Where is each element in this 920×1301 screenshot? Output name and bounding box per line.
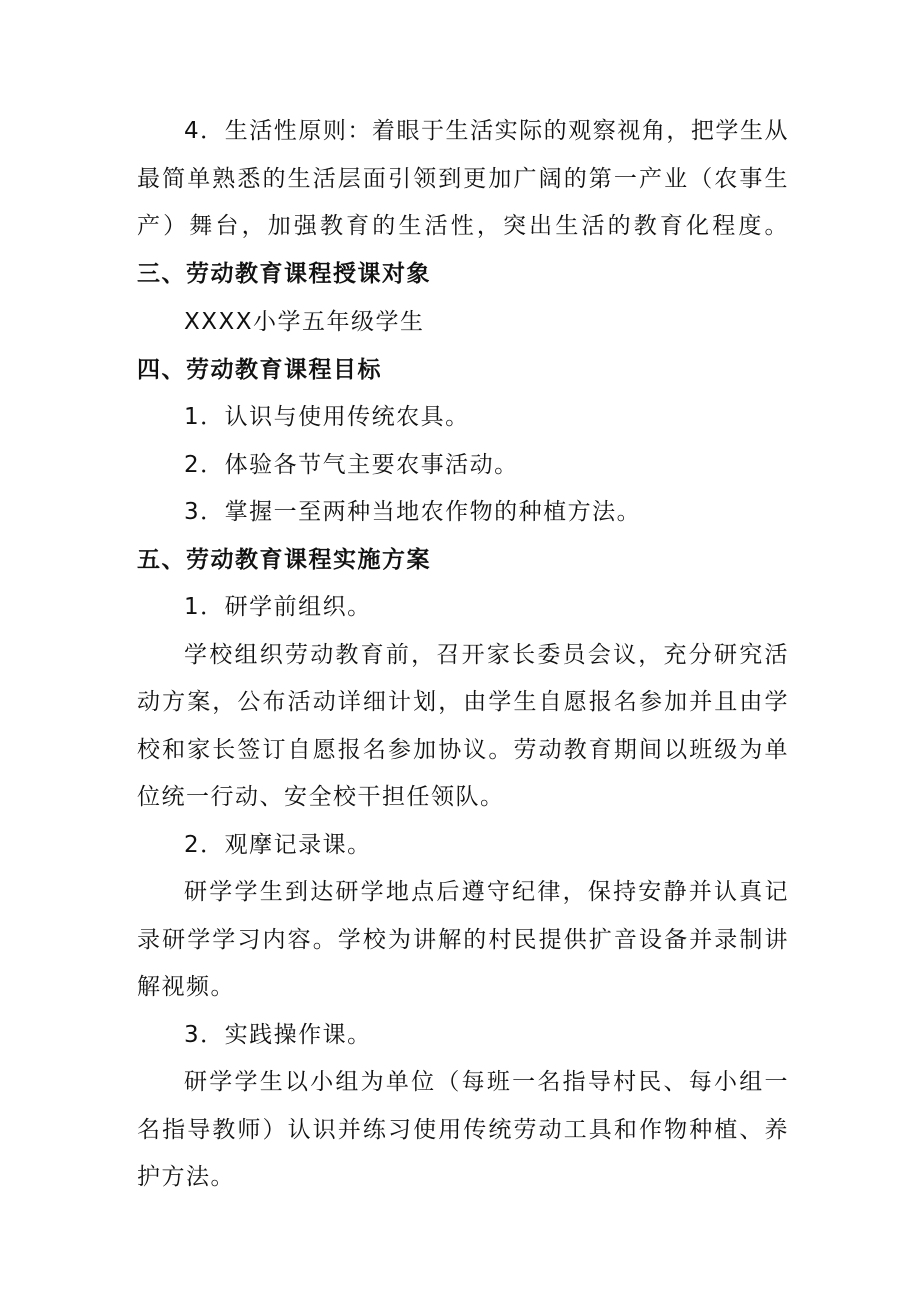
step-1-title-text: ．研学前组织。 <box>200 594 372 620</box>
step-1-body: 学校组织劳动教育前，召开家长委员会议，充分研究活动方案，公布活动详细计划，由学生自愿报名参加并且由学校和家长签订自愿报名参加协议。劳动教育期间以班级为单位统一行动、安全校干担任领队。 <box>137 641 789 810</box>
goal-item <box>137 394 789 442</box>
step-3-number: 3 <box>184 1021 201 1048</box>
step-3-title-text: ．实践操作课。 <box>200 1021 372 1048</box>
step-3-title <box>137 1012 789 1060</box>
goal-1-text: ．认识与使用传统农具。 <box>200 404 470 430</box>
step-2-body: 研学学生到达研学地点后遵守纪律，保持安静并认真记录研学学习内容。学校为讲解的村民提供扩音设备并录制讲解视频。 <box>137 879 789 1000</box>
section-4-heading: 四、劳动教育课程目标 <box>137 356 382 383</box>
step-3-body: 研学学生以小组为单位（每班一名指导村民、每小组一名指导教师）认识并练习使用传统劳动工具和作物种植、养护方法。 <box>137 1069 789 1190</box>
step-1-title <box>137 584 789 632</box>
principle-4-paragraph <box>137 108 789 298</box>
step-1-number: 1 <box>184 594 201 620</box>
goal-1-number: 1 <box>184 404 201 430</box>
target-audience-text: XXXX小学五年级学生 <box>184 309 425 335</box>
goal-2-text: ．体验各节气主要农事活动。 <box>200 451 519 478</box>
document-page <box>137 108 789 1202</box>
goal-item <box>137 442 789 490</box>
step-2-title-text: ．观摩记录课。 <box>200 831 372 858</box>
step-2-title <box>137 822 789 870</box>
section-3-heading: 三、劳动教育课程授课对象 <box>137 260 431 287</box>
goal-item <box>137 489 789 537</box>
section-5-heading: 五、劳动教育课程实施方案 <box>137 546 431 573</box>
goal-3-text: ．掌握一至两种当地农作物的种植方法。 <box>200 499 642 525</box>
principle-4-number: 4 <box>184 118 201 144</box>
goal-3-number: 3 <box>184 499 201 525</box>
principle-4-text: ．生活性原则：着眼于生活实际的观察视角，把学生从最简单熟悉的生活层面引领到更加广阔的第一产业（农事生产）舞台，加强教育的生活性，突出生活的教育化程度。 <box>137 118 789 239</box>
goal-2-number: 2 <box>184 451 201 478</box>
step-2-number: 2 <box>184 831 201 858</box>
